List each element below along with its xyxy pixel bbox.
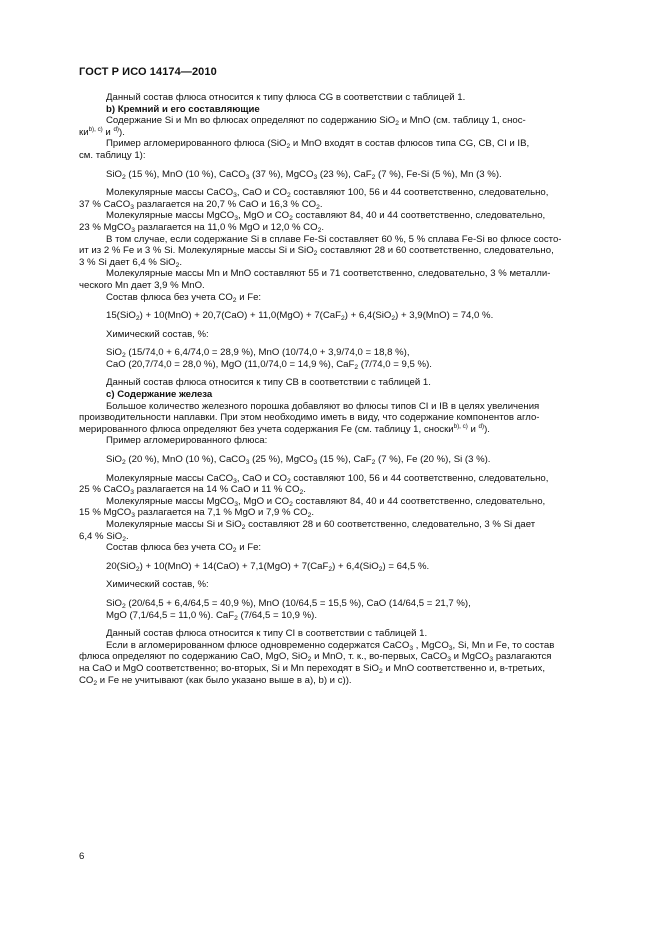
section-heading-c: c) Содержание железа bbox=[106, 389, 213, 401]
paragraph: производительности наплавки. При этом необходимо иметь в виду, что содержание компонентов агло- bbox=[79, 412, 540, 424]
paragraph: Молекулярные массы Mn и MnO составляют 55 и 71 соответственно, следовательно, 3 % металли- bbox=[106, 268, 551, 280]
paragraph: Большое количество железного порошка добавляют во флюсы типов CI и IB в целях увеличения bbox=[106, 400, 540, 412]
chemical-composition-1: SiO$_2$ (15/74,0 + 6,4/74,0 = 28,9 %), MnO (10/74,0 + 3,9/74,0 = 18,8 %), bbox=[106, 347, 410, 360]
paragraph: 37 % CaCO$_3$ разлагается на 20,7 % CaO и 16,3 % $CO_2$. bbox=[79, 198, 323, 211]
paragraph: 6,4 % SiO$_2$. bbox=[79, 530, 129, 543]
paragraph: мерированного флюса определяют без учета содержания Fe (см. таблицу 1, сноски$^{b), c)}$ и $^{d)}$). bbox=[79, 422, 490, 435]
paragraph: Молекулярные массы MgCO$_3$, MgO и $CO_2$ составляют 84, 40 и 44 соответственно, следовательно, bbox=[106, 495, 546, 508]
paragraph: Молекулярные массы MgCO$_3$, MgO и $CO_2$ составляют 84, 40 и 44 соответственно, следовательно, bbox=[106, 210, 546, 223]
equation-1: 15(SiO$_2$) + 10(MnO) + 20,7(CaO) + 11,0(MgO) + 7(CaF$_2$) + 6,4(SiO$_2$) + 3,9(MnO) = 74,0 %. bbox=[106, 310, 494, 323]
paragraph: Молекулярные массы CaCO$_3$, CaO и $CO_2$ составляют 100, 56 и 44 соответственно, следовательно, bbox=[106, 472, 549, 485]
page-number: 6 bbox=[79, 851, 85, 862]
paragraph: $ки^{b), c)}$ и $^{d)}$). bbox=[79, 125, 125, 138]
paragraph: на CaO и MgO соответственно; во-вторых, Si и Mn переходят в SiO$_2$ и MnO соответственно и, в-третьих, bbox=[79, 662, 546, 675]
flux-composition-2: SiO$_2$ (20 %), MnO (10 %), CaCO$_3$ (25 %), MgCO$_3$ (15 %), CaF$_2$ (7 %), Fe (20 %), Si (3 %). bbox=[106, 454, 491, 467]
paragraph: Состав флюса без учета $CO_2$ и Fe: bbox=[106, 291, 262, 304]
paragraph: 15 % MgCO$_3$ разлагается на 7,1 % MgO и 7,9 % $CO_2$. bbox=[79, 507, 315, 520]
paragraph: В том случае, если содержание Si в сплаве Fe-Si составляет 60 %, 5 % сплава Fe-Si во флюсе состо- bbox=[106, 233, 562, 245]
paragraph: Пример агломерированного флюса (SiO$_2$ и MnO входят в состав флюсов типа CG, CB, CI и IB, bbox=[106, 138, 530, 151]
section-heading-b: b) Кремний и его составляющие bbox=[106, 103, 260, 115]
paragraph: Пример агломерированного флюса: bbox=[106, 435, 268, 447]
paragraph: Химический состав, %: bbox=[106, 328, 209, 340]
paragraph: ит из 2 % Fe и 3 % Si. Молекулярные массы Si и SiO$_2$ составляют 28 и 60 соответственно, следовательно, bbox=[79, 245, 554, 258]
paragraph: 23 % MgCO$_3$ разлагается на 11,0 % MgO и 12,0 % $CO_2$. bbox=[79, 221, 324, 234]
paragraph: Молекулярные массы Si и SiO$_2$ составляют 28 и 60 соответственно, следовательно, 3 % Si дает bbox=[106, 519, 536, 531]
paragraph: ческого Mn дает 3,9 % MnO. bbox=[79, 279, 205, 291]
paragraph: Данный состав флюса относится к типу флюса CG в соответствии с таблицей 1. bbox=[106, 92, 466, 103]
paragraph: флюса определяют по содержанию CaO, MgO, SiO$_2$ и MnO, т. к., во-первых, CaCO$_3$ и MgCO$_3$ разлагаются bbox=[79, 651, 552, 664]
paragraph: 3 % Si дает 6,4 % SiO$_2$. bbox=[79, 256, 183, 269]
page-header: ГОСТ Р ИСО 14174—2010 bbox=[79, 66, 217, 78]
chemical-composition-2b: MgO (7,1/64,5 = 11,0 %). CaF$_2$ (7/64,5 = 10,9 %). bbox=[106, 609, 318, 622]
paragraph: Состав флюса без учета $CO_2$ и Fe: bbox=[106, 542, 262, 555]
flux-composition: SiO$_2$ (15 %), MnO (10 %), CaCO$_3$ (37 %), MgCO$_3$ (23 %), CaF$_2$ (7 %), Fe-Si (5 %), Mn (3 %). bbox=[106, 168, 502, 181]
document-body bbox=[79, 92, 584, 686]
paragraph: Данный состав флюса относится к типу CI в соответствии с таблицей 1. bbox=[106, 628, 428, 640]
paragraph: Содержание Si и Mn во флюсах определяют по содержанию SiO$_2$ и MnO (см. таблицу 1, снос- bbox=[106, 115, 526, 128]
paragraph: 25 % CaCO$_3$ разлагается на 14 % CaO и 11 % $CO_2$. bbox=[79, 484, 306, 497]
paragraph: Данный состав флюса относится к типу CB в соответствии с таблицей 1. bbox=[106, 377, 431, 389]
chemical-composition-1b: CaO (20,7/74,0 = 28,0 %), MgO (11,0/74,0 = 14,9 %), CaF$_2$ (7/74,0 = 9,5 %). bbox=[106, 358, 432, 371]
paragraph: Если в агломерированном флюсе одновременно содержатся CaCO$_3$ , MgCO$_3$, Si, Mn и Fe, то состав bbox=[106, 639, 555, 652]
paragraph: $CO_2$ и Fe не учитывают (как было указано выше в а), b) и c)). bbox=[79, 674, 352, 687]
equation-2: 20(SiO$_2$) + 10(MnO) + 14(CaO) + 7,1(MgO) + 7(CaF$_2$) + 6,4(SiO$_2$) = 64,5 %. bbox=[106, 560, 430, 573]
paragraph: Молекулярные массы CaCO$_3$, CaO и $CO_2$ составляют 100, 56 и 44 соответственно, следовательно, bbox=[106, 187, 549, 200]
paragraph: см. таблицу 1): bbox=[79, 149, 146, 161]
chemical-composition-2: SiO$_2$ (20/64,5 + 6,4/64,5 = 40,9 %), MnO (10/64,5 = 15,5 %), CaO (14/64,5 = 21,7 %), bbox=[106, 597, 471, 610]
paragraph: Химический состав, %: bbox=[106, 579, 209, 591]
